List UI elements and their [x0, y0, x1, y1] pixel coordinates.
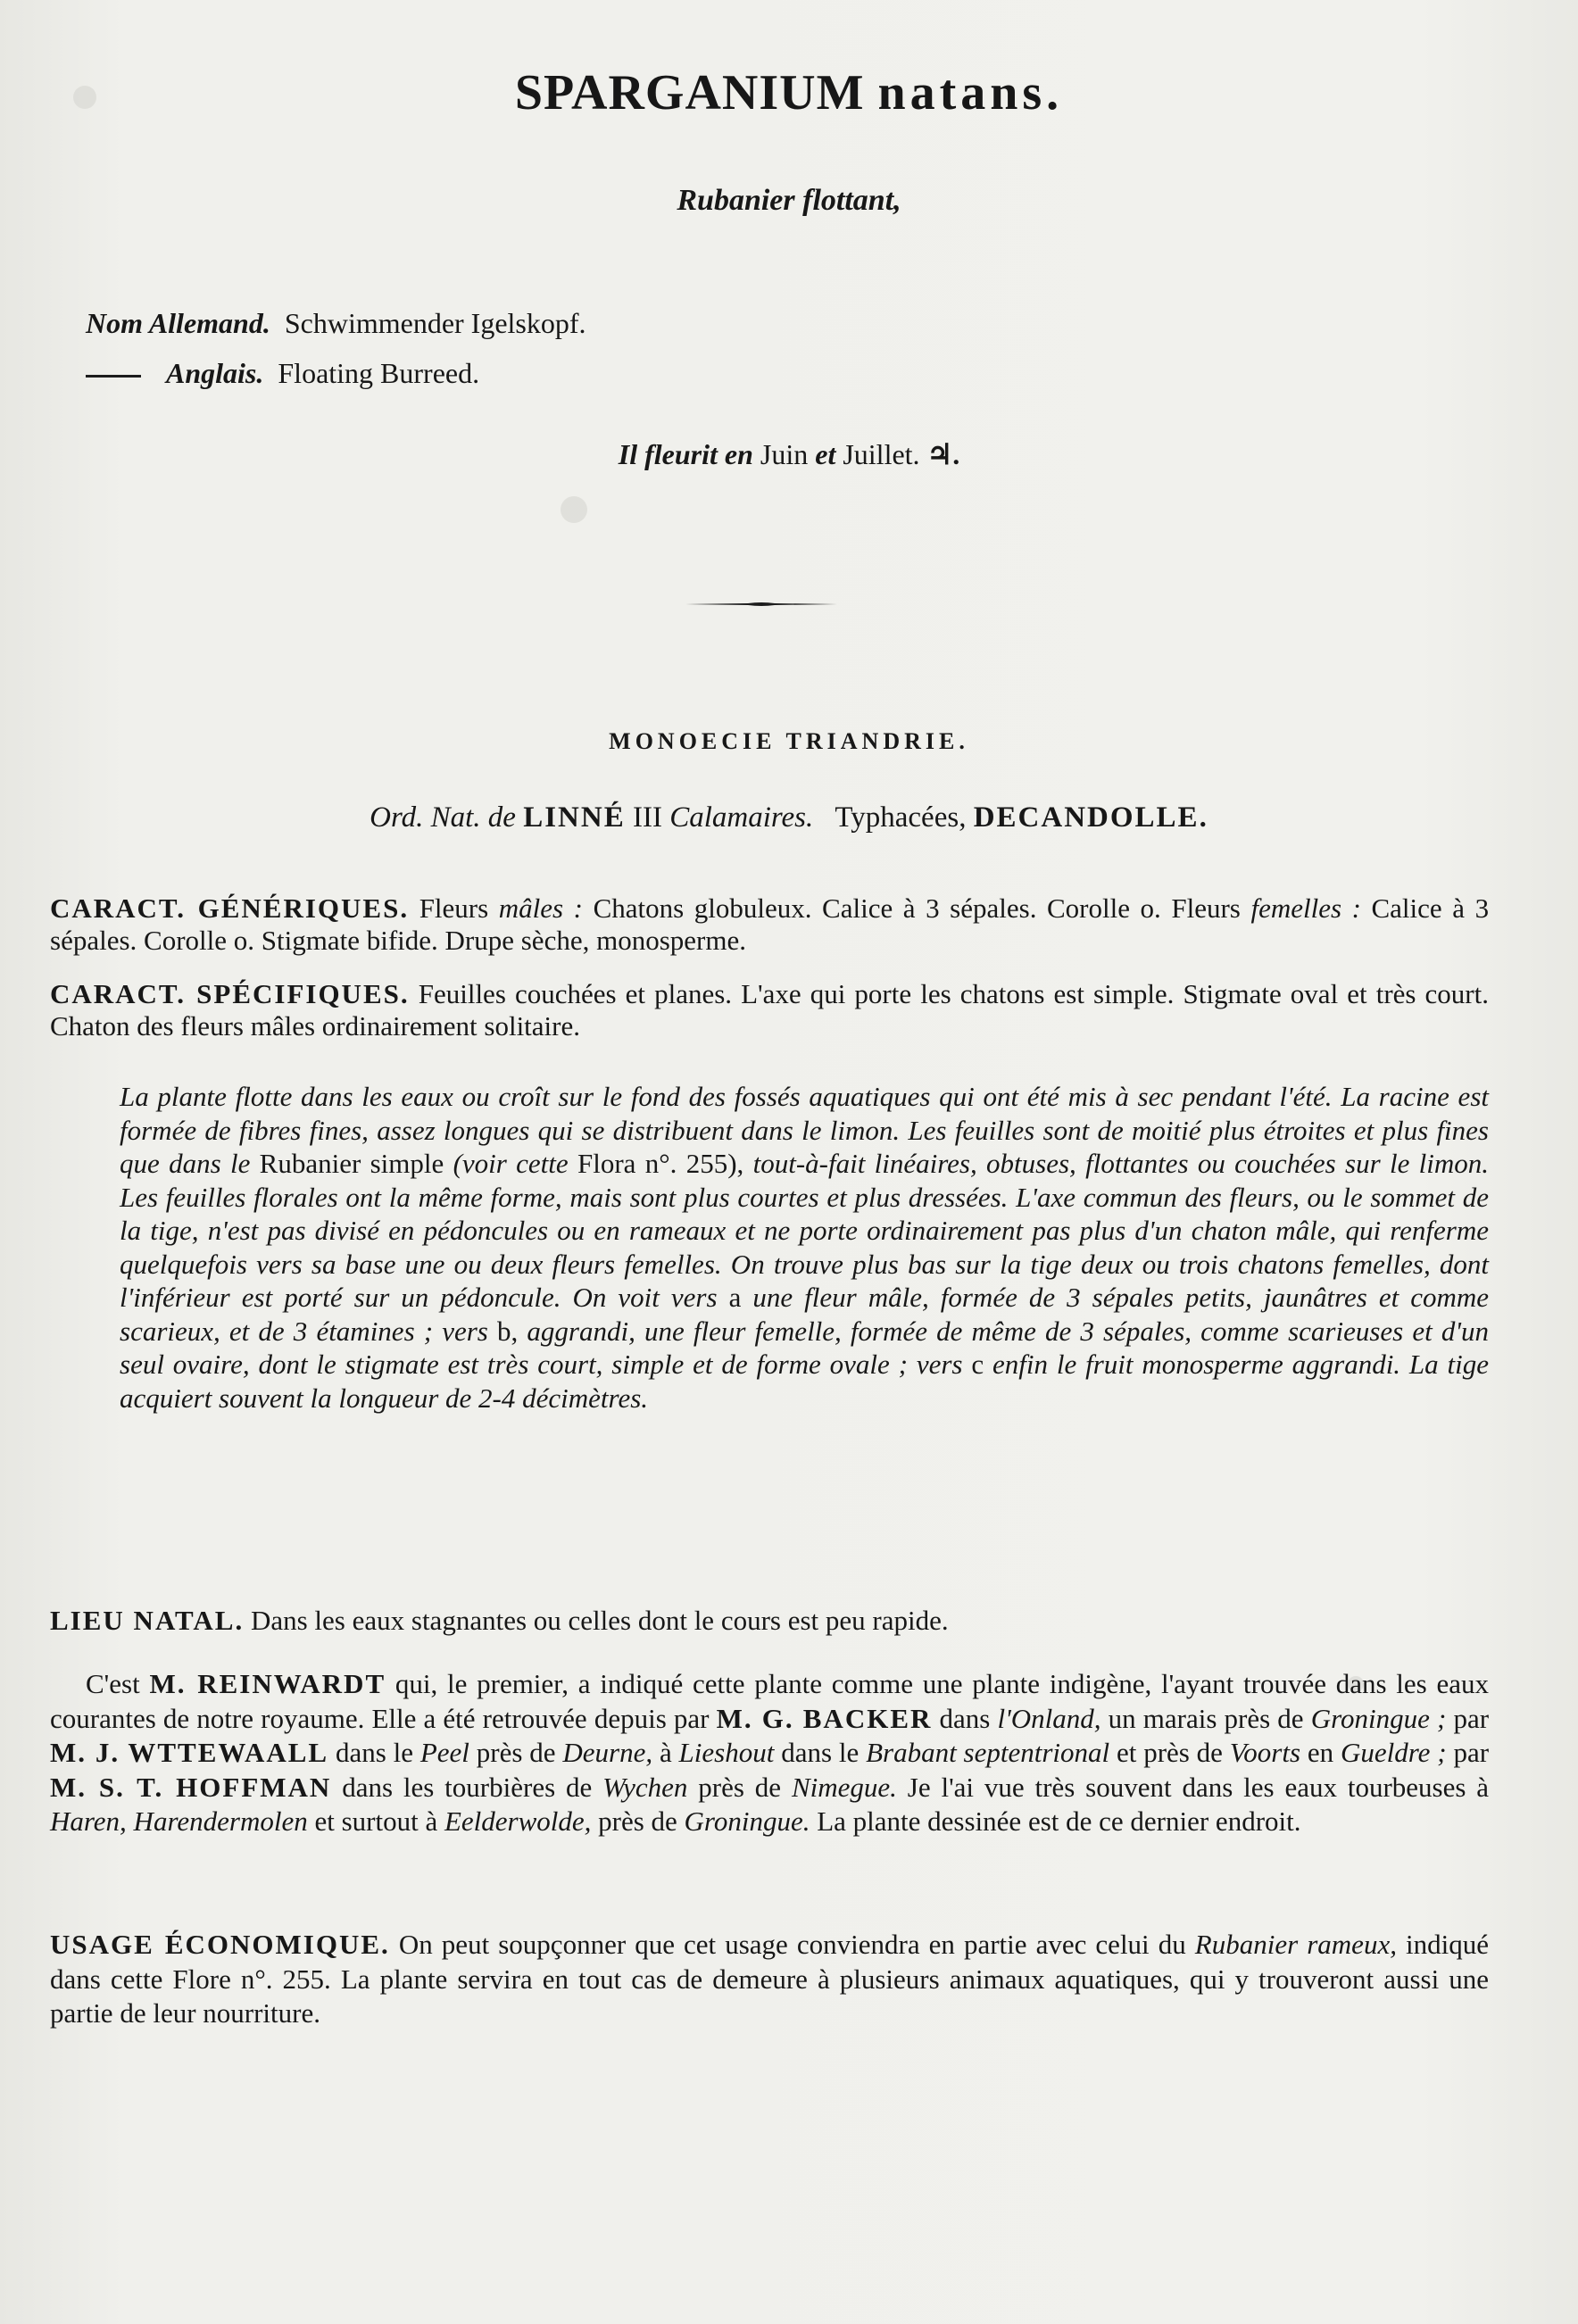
description-flora-ref: Flora n°. 255),: [577, 1148, 744, 1179]
history-text: dans les tourbières de: [342, 1771, 593, 1803]
place-lieshout: Lieshout: [678, 1737, 775, 1768]
usage-text: indiqué dans cette Flore n°. 255. La plante servira en tout cas de demeure à plusieurs animaux aquatiques, qui y trouveront aussi une partie de leur nourriture.: [50, 1929, 1490, 2029]
ornamental-rule: [685, 602, 837, 607]
german-label: Nom Allemand.: [86, 307, 270, 339]
history-text: dans: [939, 1702, 991, 1734]
history-text: C'est: [86, 1668, 140, 1699]
person-hoffman: M. S. T. HOFFMAN: [50, 1771, 332, 1803]
discovery-history: [50, 1667, 1489, 1839]
order-roman: III: [632, 801, 662, 834]
history-text: dans le: [781, 1737, 860, 1768]
person-reinwardt: M. REINWARDT: [149, 1668, 386, 1699]
english-label: Anglais.: [166, 357, 264, 389]
bloom-month-1: Juin: [760, 438, 809, 470]
ord-nat-label: Ord. Nat.: [370, 801, 481, 834]
place-groningue: Groningue ;: [1310, 1702, 1447, 1734]
description-text: tout-à-fait linéaires, obtuses, flottantes ou couchées sur le limon. Les feuilles florales ont la même forme, mais sont plus courtes et plus dressées. L'axe commun des fleurs, ou le sommet de la tige, n'est pas divisé en pédoncules ou en rameaux et ne porte ordinairement pas plus d'un chaton mâle, qui renferme quelquefois vers sa base une ou deux fleurs femelles. On trouve plus bas sur la tige deux ou trois chatons femelles, dont l'inférieur est porté sur un pédoncule. On voit vers: [120, 1148, 1490, 1313]
place-haren: Haren, Harendermolen: [50, 1805, 308, 1837]
figure-ref-b: b,: [497, 1315, 519, 1347]
ditto-dash: [86, 375, 141, 378]
generic-characters: [50, 892, 1489, 957]
description-text: (voir cette: [453, 1148, 569, 1179]
habitat-label: LIEU NATAL.: [50, 1605, 245, 1636]
page-title: [0, 64, 1578, 121]
figure-ref-c: c: [971, 1349, 984, 1380]
history-text: et surtout à: [314, 1805, 438, 1837]
generic-femelles: femelles :: [1250, 892, 1361, 924]
specific-characters: [50, 978, 1489, 1042]
place-deurne: Deurne,: [562, 1737, 653, 1768]
place-peel: Peel: [419, 1737, 469, 1768]
history-text: en: [1307, 1737, 1334, 1768]
german-name-row: [86, 298, 586, 348]
paper-spot: [561, 496, 587, 523]
figure-ref-a: a: [728, 1282, 742, 1313]
german-value: Schwimmender Igelskopf.: [284, 307, 586, 339]
usage-rubanier-rameux: Rubanier rameux,: [1194, 1929, 1397, 1960]
native-habitat: [50, 1605, 1489, 1637]
history-text: près de: [598, 1805, 677, 1837]
generic-text: Fleurs: [419, 892, 489, 924]
specific-text: Feuilles couchées et planes. L'axe qui porte les chatons est simple. Stigmate oval et très court. Chaton des fleurs mâles ordinairement solitaire.: [50, 978, 1489, 1042]
history-text: près de: [476, 1737, 556, 1768]
english-value: Floating Burreed.: [278, 357, 480, 389]
generic-males: mâles :: [498, 892, 583, 924]
history-text: et près de: [1116, 1737, 1223, 1768]
decandolle-name: DECANDOLLE.: [973, 801, 1208, 834]
natural-order: [0, 801, 1578, 834]
person-backer: M. G. BACKER: [716, 1702, 933, 1734]
generic-label: CARACT. GÉNÉRIQUES.: [50, 892, 410, 924]
species-name: natans.: [877, 65, 1064, 120]
place-wychen: Wychen: [602, 1771, 688, 1803]
history-text: par: [1453, 1702, 1490, 1734]
history-text: Je l'ai vue très souvent dans les eaux tourbeuses à: [907, 1771, 1490, 1803]
history-text: La plante dessinée est de ce dernier endroit.: [817, 1805, 1301, 1837]
place-brabant: Brabant septentrional: [866, 1737, 1110, 1768]
place-nimegue: Nimegue.: [791, 1771, 897, 1803]
usage-label: USAGE ÉCONOMIQUE.: [50, 1929, 390, 1960]
genus-name: SPARGANIUM: [514, 65, 865, 120]
specific-label: CARACT. SPÉCIFIQUES.: [50, 978, 410, 1009]
bloom-en: en: [724, 438, 753, 470]
history-text: dans le: [335, 1737, 413, 1768]
history-text: un marais près de: [1108, 1702, 1304, 1734]
economic-use: [50, 1928, 1489, 2031]
habitat-text: Dans les eaux stagnantes ou celles dont le cours est peu rapide.: [250, 1605, 949, 1636]
place-groningue: Groningue.: [684, 1805, 810, 1837]
vernacular-names: [86, 298, 586, 398]
linne-name: LINNÉ: [523, 801, 626, 834]
calamaires: Calamaires.: [669, 801, 814, 834]
bloom-month-2: Juillet.: [843, 438, 920, 470]
ord-de: de: [487, 801, 516, 834]
place-onland: l'Onland,: [997, 1702, 1101, 1734]
person-wttewaall: M. J. WTTEWAALL: [50, 1737, 329, 1768]
typhacees: Typhacées,: [835, 801, 967, 834]
description-rubanier: Rubanier simple: [259, 1148, 444, 1179]
generic-text: Chatons globuleux. Calice à 3 sépales. Corolle o. Fleurs: [593, 892, 1241, 924]
common-name: Rubanier flottant,: [677, 184, 901, 217]
generic-text: Calice à 3 sépales. Corolle o. Stigmate bifide. Drupe sèche, monosperme.: [50, 892, 1490, 956]
description-text: aggrandi, une fleur femelle, formée de même de 3 sépales, comme scarieuses et d'un seul ovaire, dont le stigmate est très court, simple et de forme ovale ; vers: [120, 1315, 1489, 1380]
history-text: qui, le premier, a indiqué cette plante comme une plante indigène, l'ayant trouvée dans les eaux courantes de notre royaume. Elle a été retrouvée depuis par: [50, 1668, 1490, 1734]
usage-text: On peut soupçonner que cet usage conviendra en partie avec celui du: [398, 1929, 1186, 1960]
history-text: près de: [698, 1771, 782, 1803]
plant-description: [120, 1080, 1489, 1415]
history-text: par: [1453, 1737, 1490, 1768]
history-text: à: [659, 1737, 672, 1768]
description-text: enfin le fruit monosperme aggrandi. La tige acquiert souvent la longueur de 2-4 décimètres.: [120, 1349, 1490, 1414]
flowering-period: [0, 437, 1578, 471]
english-name-row: [86, 348, 586, 398]
bloom-prefix: Il fleurit: [618, 438, 718, 470]
description-text: La plante flotte dans les eaux ou croît sur le fond des fossés aquatiques qui ont été mis à sec pendant l'été. La racine est formée de fibres fines, assez longues qui se distribuent dans le limon. Les feuilles sont de moitié plus étroites et plus fines que dans le: [120, 1081, 1489, 1179]
place-gueldre: Gueldre ;: [1341, 1737, 1447, 1768]
linnaean-class: MONOECIE TRIANDRIE.: [609, 728, 969, 754]
description-text: une fleur mâle, formée de 3 sépales petits, jaunâtres et comme scarieux, et de 3 étamines ; vers: [120, 1282, 1490, 1347]
place-voorts: Voorts: [1229, 1737, 1301, 1768]
place-eelderwolde: Eelderwolde,: [444, 1805, 592, 1837]
bloom-and: et: [815, 438, 836, 470]
perennial-symbol: ♃.: [926, 438, 960, 470]
